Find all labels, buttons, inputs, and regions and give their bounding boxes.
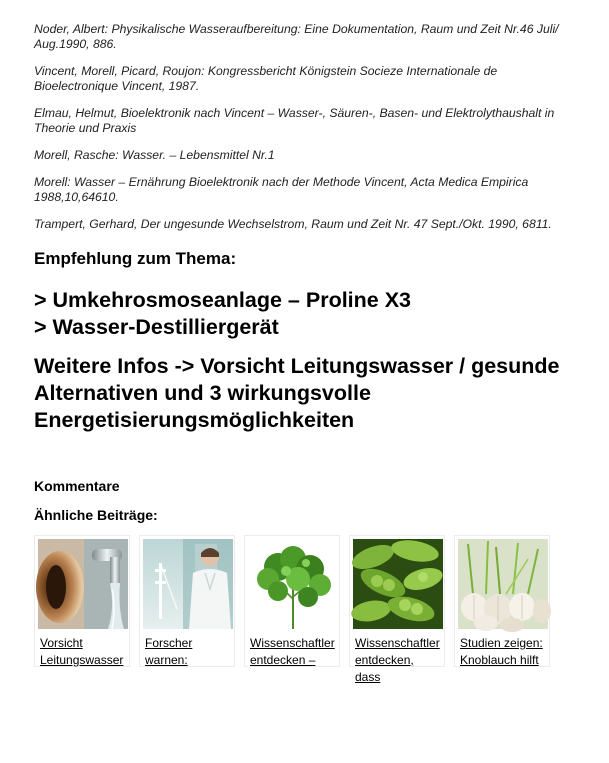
related-post-card[interactable] bbox=[244, 535, 340, 667]
article-content bbox=[34, 22, 574, 684]
more-info-link[interactable]: Weitere Infos -> Vorsicht Leitungswasser / gesunde Alternativen und 3 wirkungsvolle Energetisierungsmöglichkeiten bbox=[34, 354, 560, 432]
related-post-title[interactable]: Wissenschaftler entdecken, dass bbox=[355, 636, 440, 684]
related-posts-grid bbox=[34, 535, 574, 684]
related-posts-heading: Ähnliche Beiträge: bbox=[34, 507, 158, 523]
comments-heading: Kommentare bbox=[34, 478, 120, 494]
related-post-card[interactable] bbox=[349, 535, 445, 684]
reference-item: Noder, Albert: Physikalische Wasseraufbereitung: Eine Dokumentation, Raum und Zeit Nr.46 Juli/ Aug.1990, 886. bbox=[34, 22, 559, 51]
reference-item: Vincent, Morell, Picard, Roujon: Kongressbericht Königstein Socieze Internationale de Bioelectronique Vincent, 1987. bbox=[34, 64, 498, 93]
reverse-osmosis-link[interactable]: > Umkehrosmoseanlage – Proline X3 bbox=[34, 288, 412, 312]
soybeans-image[interactable] bbox=[353, 539, 443, 629]
water-pipe-image[interactable] bbox=[38, 539, 128, 629]
parsley-image[interactable] bbox=[248, 539, 338, 629]
reference-item: Elmau, Helmut, Bioelektronik nach Vincent – Wasser-, Säuren-, Basen- und Elektrolythaushalt in Theorie und Praxis bbox=[34, 106, 555, 135]
reference-item: Morell: Wasser – Ernährung Bioelektronik nach der Methode Vincent, Acta Medica Empirica 1988,10,64610. bbox=[34, 175, 529, 204]
related-post-card[interactable] bbox=[34, 535, 130, 667]
related-post-card[interactable] bbox=[454, 535, 550, 667]
related-post-card[interactable] bbox=[139, 535, 235, 667]
recommendation-heading: Empfehlung zum Thema: bbox=[34, 249, 237, 268]
garlic-image[interactable] bbox=[458, 539, 548, 629]
reference-item: Morell, Rasche: Wasser. – Lebensmittel Nr.1 bbox=[34, 148, 275, 162]
more-info-heading bbox=[34, 353, 574, 434]
related-post-title[interactable]: Vorsicht Leitungswasser bbox=[40, 636, 124, 667]
reference-item: Trampert, Gerhard, Der ungesunde Wechselstrom, Raum und Zeit Nr. 47 Sept./Okt. 1990, 6811. bbox=[34, 217, 552, 231]
doctor-image[interactable] bbox=[143, 539, 233, 629]
related-post-title[interactable]: Studien zeigen: Knoblauch hilft bbox=[460, 636, 543, 667]
reference-list bbox=[34, 22, 574, 232]
related-post-title[interactable]: Forscher warnen: bbox=[145, 636, 193, 667]
related-post-title[interactable]: Wissenschaftler entdecken – bbox=[250, 636, 335, 667]
water-distiller-link[interactable]: > Wasser-Destilliergerät bbox=[34, 315, 279, 339]
product-links bbox=[34, 287, 574, 341]
